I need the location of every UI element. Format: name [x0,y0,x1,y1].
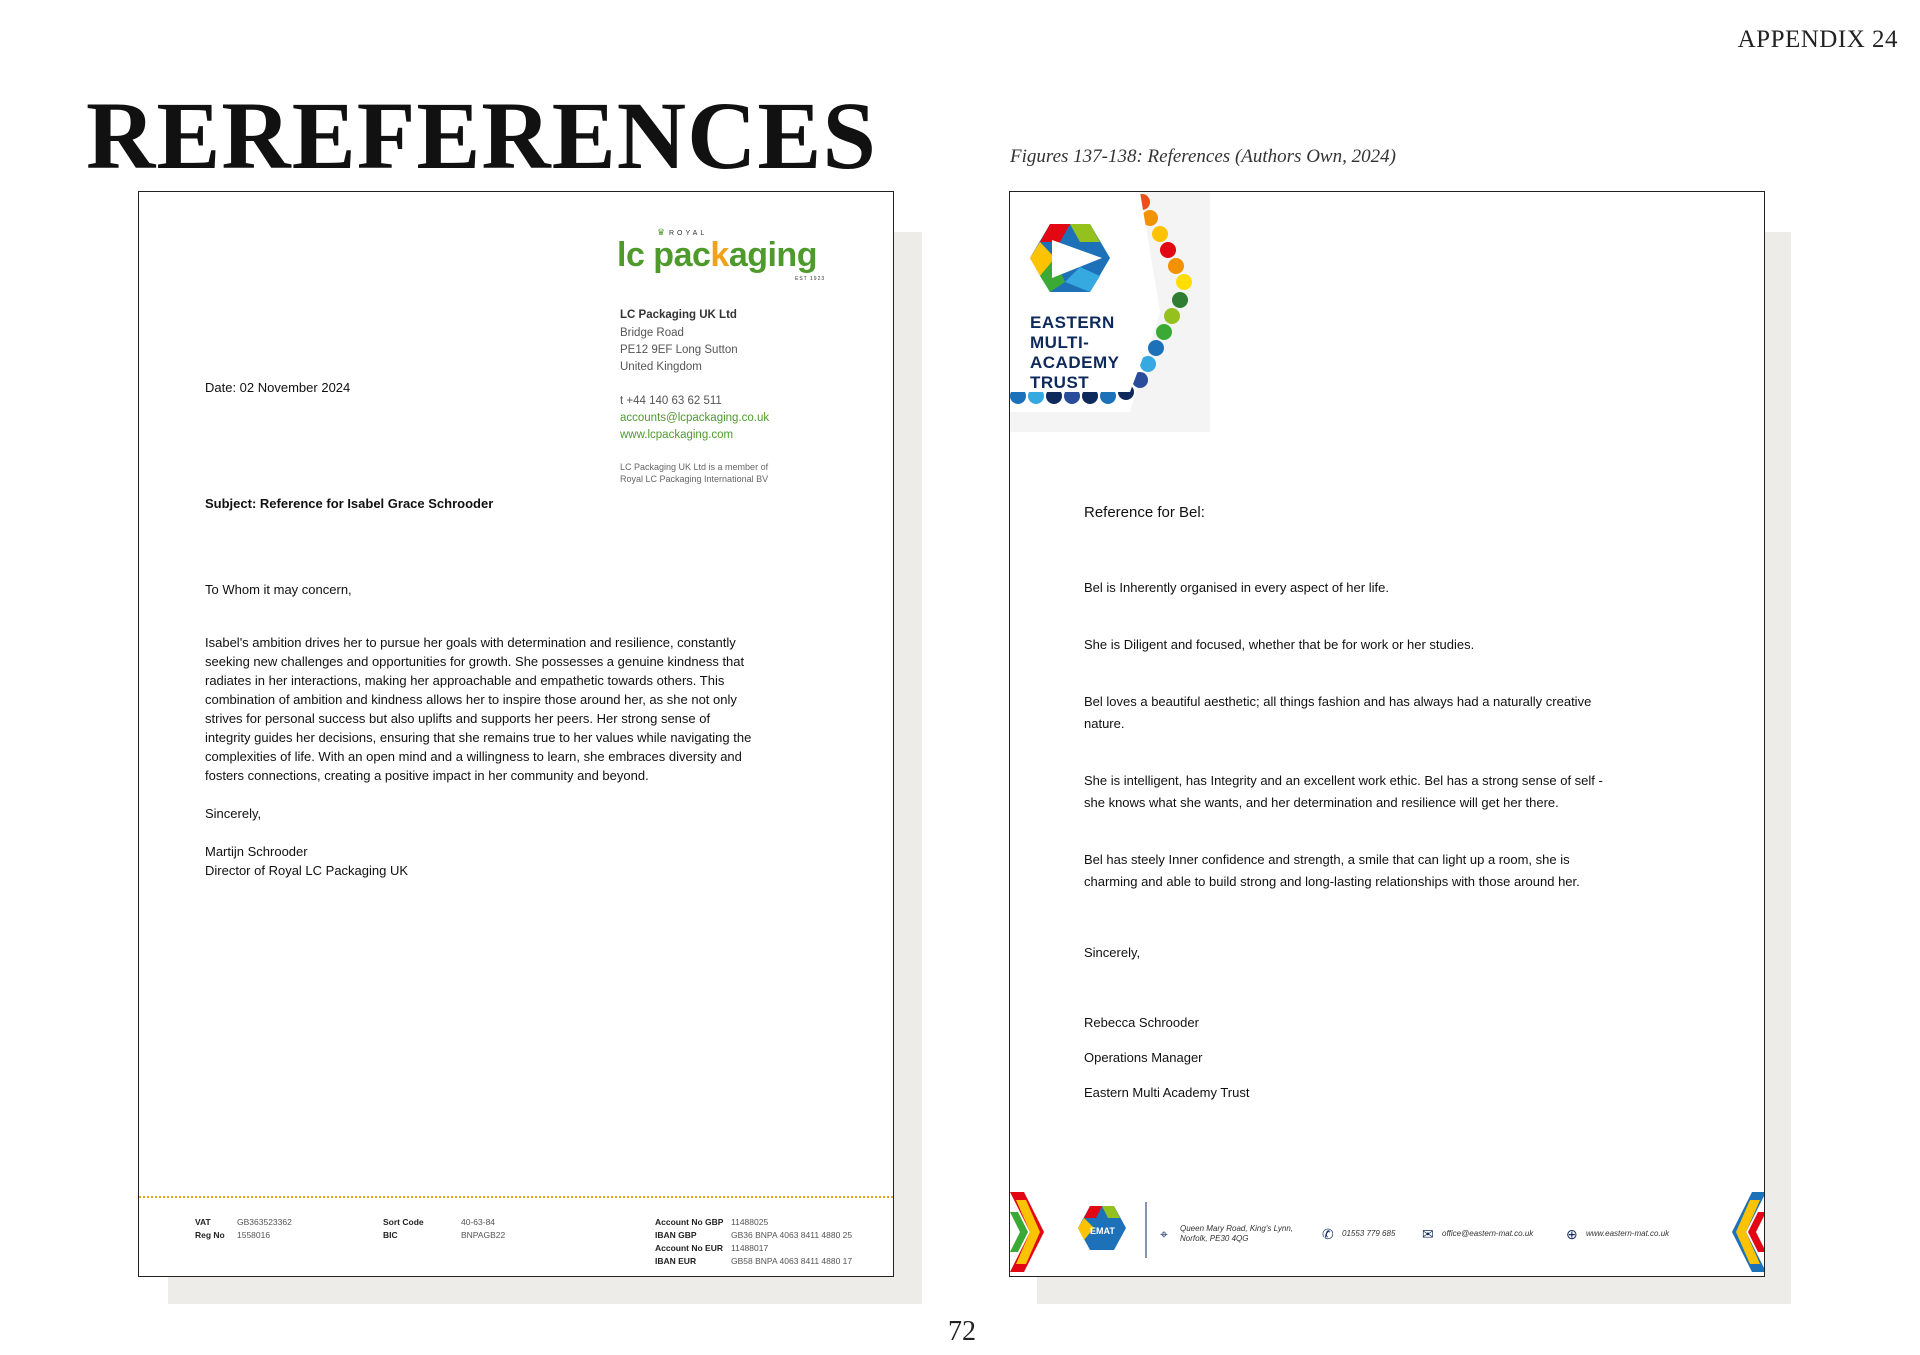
footer-iban-gbp: GB36 BNPA 4063 8411 4880 25 [731,1230,853,1240]
footer-iban-eur: GB58 BNPA 4063 8411 4880 17 [731,1256,853,1266]
lc-packaging-reference-letter [138,191,894,1277]
letter-body-line: seeking new challenges and opportunities for growth. She possesses a genuine kindness that [205,654,745,669]
letter-closing: Sincerely, [1084,945,1141,960]
company-name: LC Packaging UK Ltd [620,309,737,321]
footer-bic-label: BIC [383,1230,398,1240]
left-chevron-decoration [1010,1192,1044,1272]
footer-sort-label: Sort Code [383,1217,424,1227]
footer-acc-eur: 11488017 [731,1243,769,1253]
letter-closing: Sincerely, [205,806,262,821]
address-line: Bridge Road [620,327,684,339]
letter-body-line: strives for personal success but also uplifts and supports her peers. Her strong sense of [205,711,711,726]
reference-paragraph: nature. [1084,716,1125,731]
emat-email-link[interactable]: office@eastern-mat.co.uk [1442,1229,1534,1238]
email-icon: ✉ [1422,1226,1434,1242]
company-website-link[interactable]: www.lcpackaging.com [620,429,734,441]
reference-paragraph: Bel has steely Inner confidence and strength, a smile that can light up a room, she is [1084,852,1570,867]
letter-body-line: combination of ambition and kindness allows her to inspire those around her, as she not only [205,692,737,707]
company-email-link[interactable]: accounts@lcpackaging.co.uk [620,412,770,424]
footer-sort: 40-63-84 [461,1217,496,1227]
reference-paragraph: She is intelligent, has Integrity and an excellent work ethic. Bel has a strong sense of self - [1084,773,1603,788]
appendix-label: APPENDIX 24 [1737,26,1898,53]
letter-body-line: Isabel's ambition drives her to pursue her goals with determination and resilience, constantly [205,635,736,650]
footer-acc-eur-label: Account No EUR [655,1243,723,1253]
emat-phone: 01553 779 685 [1342,1229,1396,1238]
footer-reg: 1558016 [237,1230,271,1240]
footer-bic: BNPAGB22 [461,1230,506,1240]
signer-title: Director of Royal LC Packaging UK [205,863,409,878]
phone-icon: ✆ [1322,1226,1334,1242]
footer-iban-eur-label: IBAN EUR [655,1256,697,1266]
emat-logo [1010,192,1210,432]
logo-brand-text: lc packaging [617,236,817,274]
address-line: United Kingdom [620,361,702,373]
signer-organisation: Eastern Multi Academy Trust [1084,1085,1250,1100]
page-title: REREFERENCES [86,82,877,189]
footer-acc-gbp-label: Account No GBP [655,1217,724,1227]
emat-address: Queen Mary Road, King's Lynn, Norfolk, PE30 4QG [1180,1224,1293,1243]
address-line: PE12 9EF Long Sutton [620,344,738,356]
footer-iban-gbp-label: IBAN GBP [655,1230,697,1240]
footer-acc-gbp: 11488025 [731,1217,769,1227]
emat-website-link[interactable]: www.eastern-mat.co.uk [1586,1229,1670,1238]
footer-divider [139,1196,893,1198]
letter-body-line: fosters connections, creating a positive impact in her community and beyond. [205,768,649,783]
letter-salutation: To Whom it may concern, [205,582,352,597]
signer-name: Rebecca Schrooder [1084,1015,1199,1030]
company-phone: t +44 140 63 62 511 [620,395,722,407]
right-chevron-decoration [1732,1192,1765,1272]
signer-name: Martijn Schrooder [205,844,308,859]
page-number: 72 [948,1316,976,1347]
emat-badge-text: EMAT [1090,1226,1115,1236]
reference-paragraph: Bel loves a beautiful aesthetic; all things fashion and has always had a naturally creative [1084,694,1592,709]
signer-title: Operations Manager [1084,1050,1203,1065]
logo-royal-text: ROYAL [669,230,708,237]
lc-packaging-logo [617,227,857,282]
member-note: Royal LC Packaging International BV [620,474,769,484]
letter-body-line: integrity guides her decisions, ensuring that she remains true to her values while navigating the [205,730,752,745]
letter-subject: Subject: Reference for Isabel Grace Schrooder [205,496,494,511]
crown-icon: ♛ [657,227,666,237]
footer-vat: GB363523362 [237,1217,292,1227]
location-pin-icon: ⌖ [1160,1226,1168,1242]
letter-body-line: complexities of life. With an open mind and a willingness to learn, she embraces diversity and [205,749,742,764]
footer-reg-label: Reg No [195,1230,225,1240]
member-note: LC Packaging UK Ltd is a member of [620,462,769,472]
figure-caption: Figures 137-138: References (Authors Own, 2024) [1010,146,1396,167]
reference-paragraph: Bel is Inherently organised in every aspect of her life. [1084,580,1389,595]
emat-logo-text: EASTERN MULTI- ACADEMY TRUST [1030,313,1120,392]
emat-reference-letter [1009,191,1765,1277]
reference-paragraph: she knows what she wants, and her determination and resilience will get her there. [1084,795,1559,810]
reference-paragraph: She is Diligent and focused, whether that be for work or her studies. [1084,637,1475,652]
reference-heading: Reference for Bel: [1084,504,1205,521]
reference-paragraph: charming and able to build strong and long-lasting relationships with those around her. [1084,874,1580,889]
globe-icon: ⊕ [1566,1226,1578,1242]
letter-date: Date: 02 November 2024 [205,380,351,395]
footer-vat-label: VAT [195,1217,211,1227]
logo-est-text: EST 1923 [795,276,826,282]
letter-body-line: radiates in her interactions, making her approachable and empathetic towards others. This [205,673,725,688]
